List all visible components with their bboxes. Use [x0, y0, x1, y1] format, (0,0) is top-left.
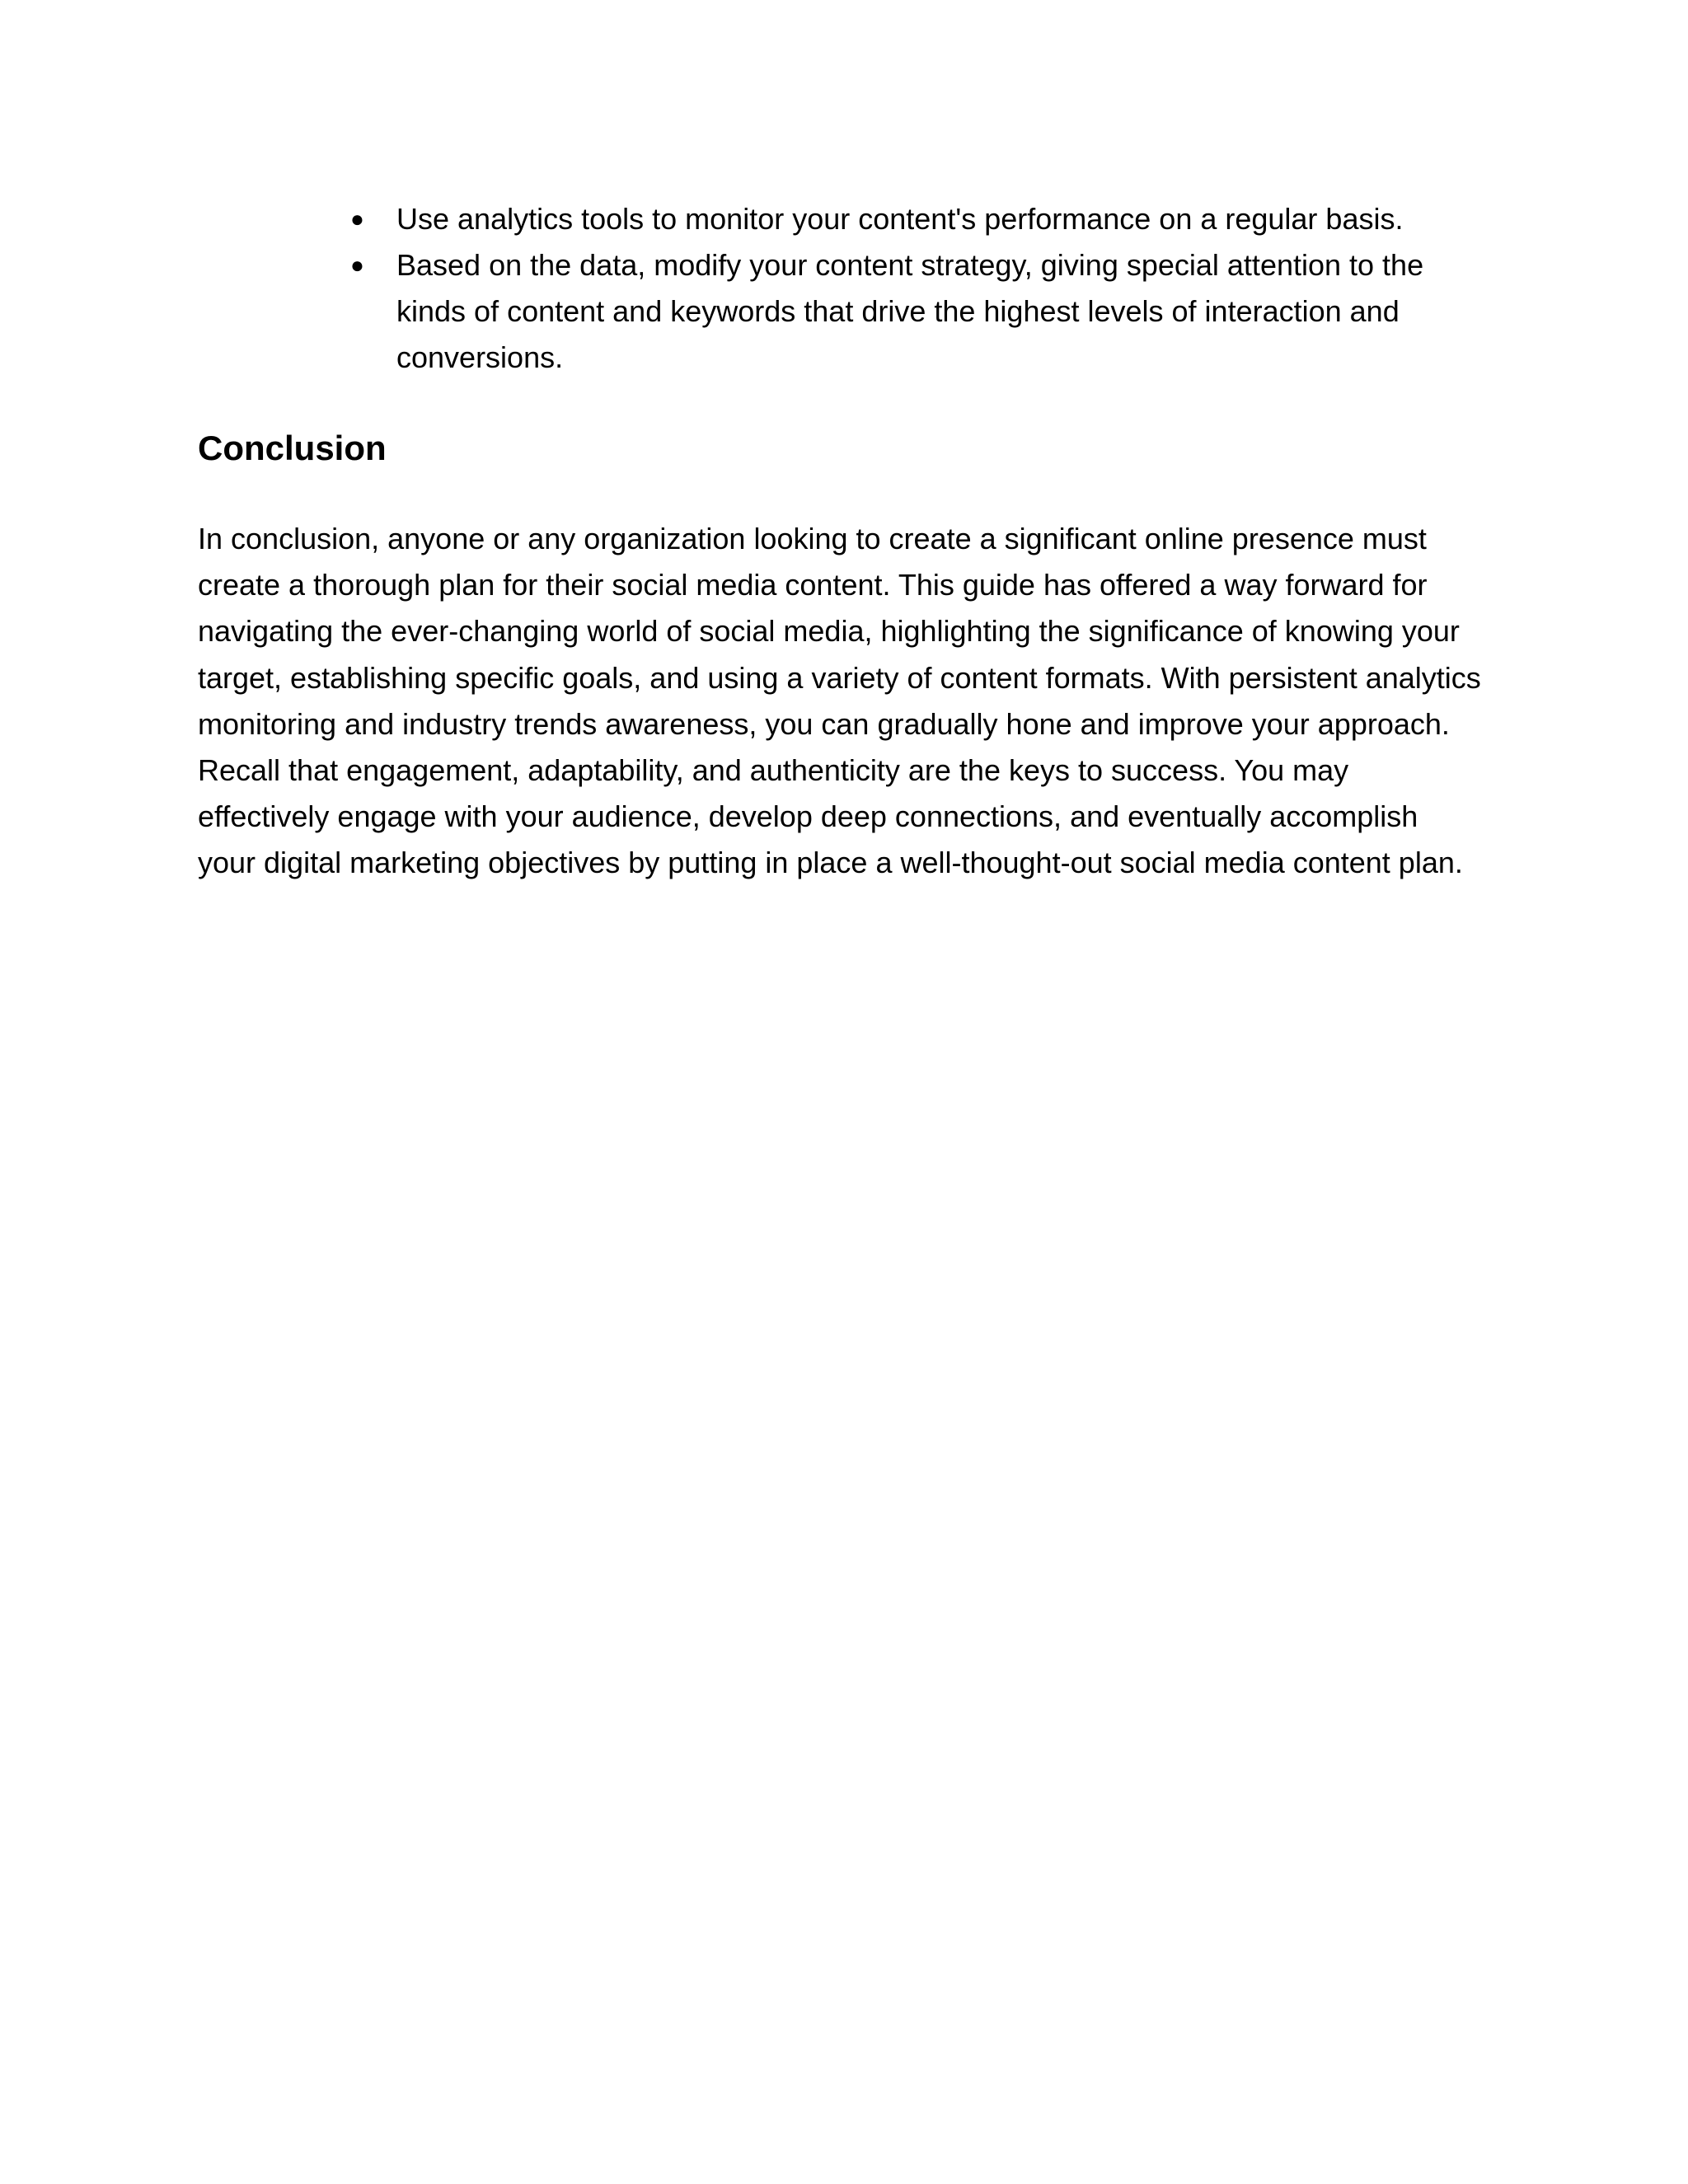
- list-item: [342, 196, 1496, 242]
- bullet-text: Use analytics tools to monitor your content's performance on a regular basis.: [396, 202, 1404, 236]
- bullet-text: Based on the data, modify your content strategy, giving special attention to the kinds of content and keywords that drive the highest levels of interaction and conversions.: [396, 248, 1424, 374]
- conclusion-paragraph: In conclusion, anyone or any organization looking to create a significant online presence must create a thorough plan for their social media content. This guide has offered a way forward for navigating the ever-changing world of social media, highlighting the significance of knowing your target, establishing specific goals, and using a variety of content formats. With persistent analytics monitoring and industry trends awareness, you can gradually hone and improve your approach. Recall that engagement, adaptability, and authenticity are the keys to success. You may effectively engage with your audience, develop deep connections, and eventually accomplish your digital marketing objectives by putting in place a well-thought-out social media content plan.: [198, 522, 1481, 880]
- bullet-icon: ●: [350, 206, 364, 232]
- section-heading: Conclusion: [198, 429, 387, 467]
- bullet-icon: ●: [350, 252, 364, 278]
- list-item: [342, 242, 1496, 381]
- bullet-list: [342, 196, 1496, 381]
